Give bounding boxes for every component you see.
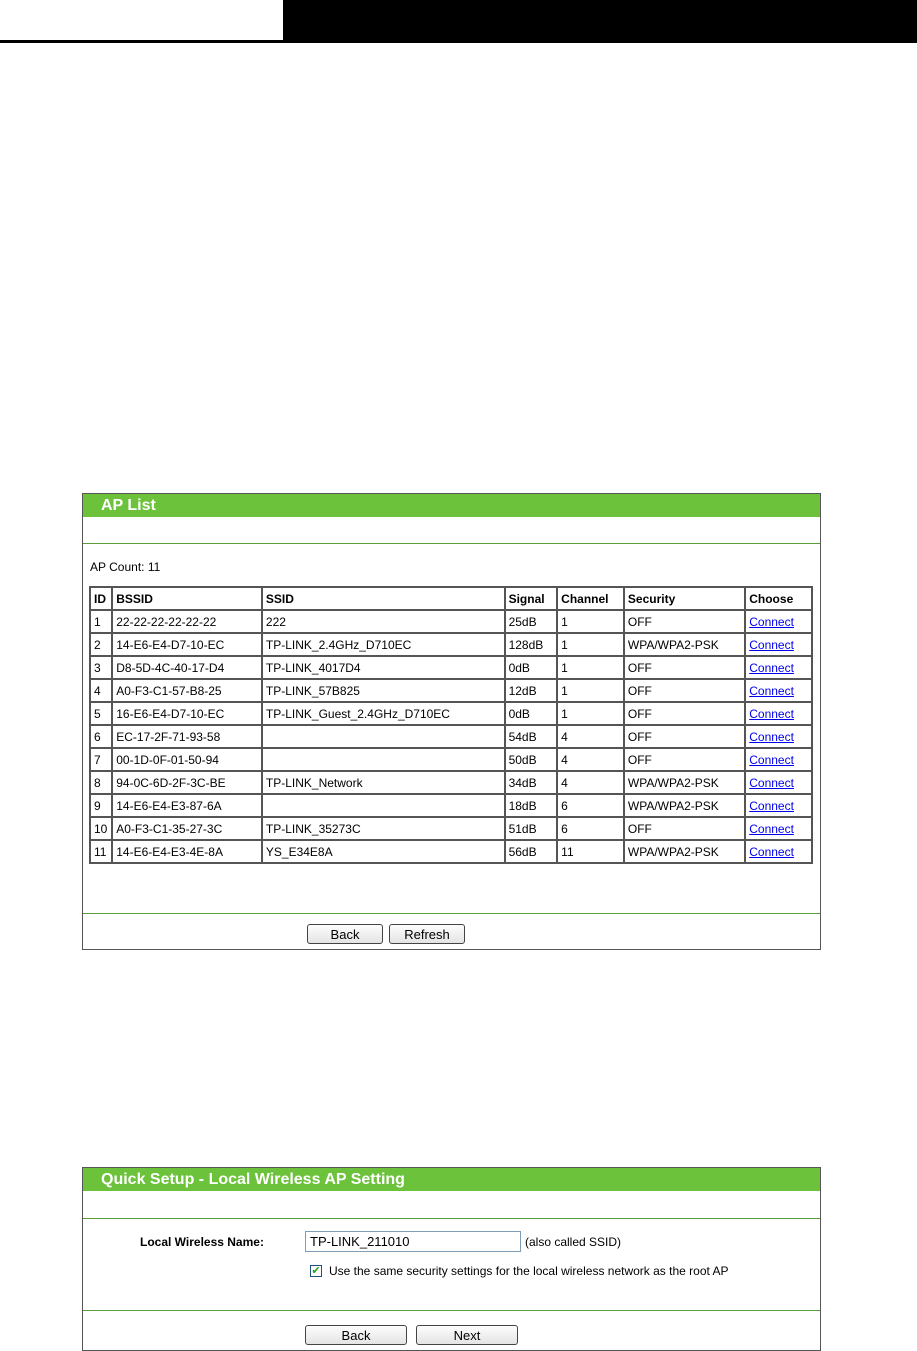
connect-link[interactable]: Connect	[749, 614, 794, 629]
ap-list-table	[89, 586, 813, 864]
cell-bssid: 00-1D-0F-01-50-94	[112, 748, 262, 771]
cell-security: OFF	[624, 725, 745, 748]
cell-choose	[745, 840, 812, 863]
table-row	[90, 840, 812, 863]
same-security-checkbox[interactable]: ✔	[311, 1265, 321, 1277]
cell-channel: 1	[557, 633, 624, 656]
column-header-choose: Choose	[745, 587, 812, 610]
cell-bssid: 14-E6-E4-D7-10-EC	[112, 633, 262, 656]
cell-signal: 54dB	[505, 725, 558, 748]
cell-signal: 12dB	[505, 679, 558, 702]
refresh-button[interactable]: Refresh	[389, 924, 465, 944]
table-row	[90, 610, 812, 633]
cell-ssid	[262, 748, 505, 771]
ap-count: AP Count: 11	[90, 560, 161, 574]
cell-security: WPA/WPA2-PSK	[624, 771, 745, 794]
table-row	[90, 656, 812, 679]
column-header-channel: Channel	[557, 587, 624, 610]
cell-bssid: 16-E6-E4-D7-10-EC	[112, 702, 262, 725]
cell-id: 8	[90, 771, 112, 794]
cell-channel: 4	[557, 725, 624, 748]
connect-link[interactable]: Connect	[749, 798, 794, 813]
cell-id: 4	[90, 679, 112, 702]
cell-channel: 1	[557, 702, 624, 725]
quick-setup-panel	[82, 1167, 821, 1351]
cell-id: 3	[90, 656, 112, 679]
cell-ssid: TP-LINK_Guest_2.4GHz_D710EC	[262, 702, 505, 725]
back-button[interactable]: Back	[305, 1325, 407, 1345]
cell-security: OFF	[624, 679, 745, 702]
connect-link[interactable]: Connect	[749, 637, 794, 652]
cell-id: 10	[90, 817, 112, 840]
cell-security: OFF	[624, 748, 745, 771]
ap-list-panel	[82, 493, 821, 950]
cell-channel: 6	[557, 794, 624, 817]
cell-id: 7	[90, 748, 112, 771]
cell-signal: 25dB	[505, 610, 558, 633]
cell-choose	[745, 817, 812, 840]
cell-bssid: D8-5D-4C-40-17-D4	[112, 656, 262, 679]
header-left-blank	[0, 0, 283, 40]
column-header-security: Security	[624, 587, 745, 610]
divider	[83, 1218, 820, 1219]
divider	[83, 543, 820, 544]
cell-choose	[745, 610, 812, 633]
column-header-bssid: BSSID	[112, 587, 262, 610]
cell-security: OFF	[624, 610, 745, 633]
connect-link[interactable]: Connect	[749, 729, 794, 744]
cell-bssid: A0-F3-C1-35-27-3C	[112, 817, 262, 840]
column-header-signal: Signal	[505, 587, 558, 610]
cell-choose	[745, 702, 812, 725]
cell-bssid: 14-E6-E4-E3-4E-8A	[112, 840, 262, 863]
cell-bssid: A0-F3-C1-57-B8-25	[112, 679, 262, 702]
cell-ssid	[262, 725, 505, 748]
cell-security: OFF	[624, 656, 745, 679]
cell-bssid: 94-0C-6D-2F-3C-BE	[112, 771, 262, 794]
column-header-id: ID	[90, 587, 112, 610]
connect-link[interactable]: Connect	[749, 706, 794, 721]
cell-security: WPA/WPA2-PSK	[624, 633, 745, 656]
cell-channel: 4	[557, 748, 624, 771]
header-black-band	[283, 0, 917, 40]
table-row	[90, 725, 812, 748]
cell-bssid: 22-22-22-22-22-22	[112, 610, 262, 633]
ssid-note: (also called SSID)	[525, 1235, 622, 1249]
cell-id: 1	[90, 610, 112, 633]
table-row	[90, 633, 812, 656]
cell-ssid: TP-LINK_57B825	[262, 679, 505, 702]
cell-id: 9	[90, 794, 112, 817]
cell-choose	[745, 679, 812, 702]
back-button[interactable]: Back	[307, 924, 383, 944]
cell-security: OFF	[624, 702, 745, 725]
quick-setup-title: Quick Setup - Local Wireless AP Setting	[83, 1168, 820, 1191]
cell-choose	[745, 748, 812, 771]
connect-link[interactable]: Connect	[749, 660, 794, 675]
cell-channel: 1	[557, 656, 624, 679]
connect-link[interactable]: Connect	[749, 844, 794, 859]
page-header-bar	[0, 0, 917, 44]
cell-choose	[745, 771, 812, 794]
cell-choose	[745, 725, 812, 748]
cell-bssid: EC-17-2F-71-93-58	[112, 725, 262, 748]
connect-link[interactable]: Connect	[749, 683, 794, 698]
cell-ssid: TP-LINK_4017D4	[262, 656, 505, 679]
local-wireless-name-label: Local Wireless Name:	[140, 1235, 264, 1249]
divider	[83, 1310, 820, 1311]
cell-security: OFF	[624, 817, 745, 840]
next-button[interactable]: Next	[416, 1325, 518, 1345]
cell-security: WPA/WPA2-PSK	[624, 794, 745, 817]
cell-signal: 56dB	[505, 840, 558, 863]
connect-link[interactable]: Connect	[749, 752, 794, 767]
table-row	[90, 702, 812, 725]
table-row	[90, 771, 812, 794]
table-row	[90, 817, 812, 840]
cell-id: 5	[90, 702, 112, 725]
cell-choose	[745, 633, 812, 656]
connect-link[interactable]: Connect	[749, 821, 794, 836]
cell-signal: 50dB	[505, 748, 558, 771]
cell-signal: 18dB	[505, 794, 558, 817]
cell-ssid: 222	[262, 610, 505, 633]
table-row	[90, 748, 812, 771]
cell-signal: 0dB	[505, 702, 558, 725]
cell-signal: 34dB	[505, 771, 558, 794]
cell-choose	[745, 794, 812, 817]
cell-id: 6	[90, 725, 112, 748]
column-header-ssid: SSID	[262, 587, 505, 610]
local-wireless-name-input[interactable]	[305, 1231, 521, 1252]
ap-list-title: AP List	[83, 494, 820, 517]
cell-channel: 6	[557, 817, 624, 840]
cell-choose	[745, 656, 812, 679]
header-rule	[0, 40, 917, 43]
cell-ssid: YS_E34E8A	[262, 840, 505, 863]
cell-bssid: 14-E6-E4-E3-87-6A	[112, 794, 262, 817]
cell-channel: 1	[557, 679, 624, 702]
cell-security: WPA/WPA2-PSK	[624, 840, 745, 863]
cell-signal: 0dB	[505, 656, 558, 679]
cell-id: 2	[90, 633, 112, 656]
cell-signal: 128dB	[505, 633, 558, 656]
table-row	[90, 679, 812, 702]
cell-ssid	[262, 794, 505, 817]
same-security-label: Use the same security settings for the local wireless network as the root AP	[329, 1264, 729, 1278]
divider	[83, 913, 820, 914]
table-header-row	[90, 587, 812, 610]
cell-id: 11	[90, 840, 112, 863]
cell-channel: 11	[557, 840, 624, 863]
table-row	[90, 794, 812, 817]
cell-channel: 1	[557, 610, 624, 633]
cell-ssid: TP-LINK_2.4GHz_D710EC	[262, 633, 505, 656]
connect-link[interactable]: Connect	[749, 775, 794, 790]
cell-channel: 4	[557, 771, 624, 794]
cell-ssid: TP-LINK_Network	[262, 771, 505, 794]
cell-ssid: TP-LINK_35273C	[262, 817, 505, 840]
cell-signal: 51dB	[505, 817, 558, 840]
